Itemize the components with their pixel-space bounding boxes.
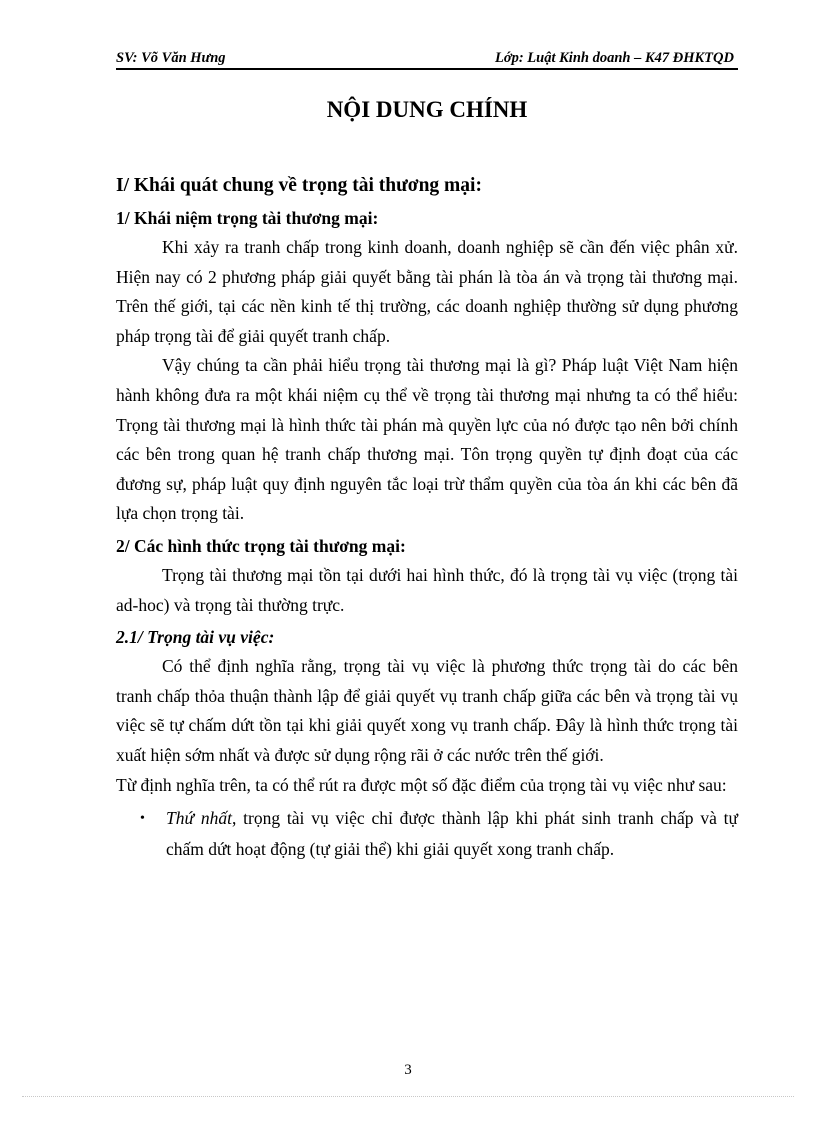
paragraph-2-1-2: Từ định nghĩa trên, ta có thể rút ra được một số đặc điểm của trọng tài vụ việc như sau: bbox=[116, 774, 727, 795]
bullet-list bbox=[116, 803, 738, 865]
header-student-name: SV: Võ Văn Hưng bbox=[116, 50, 226, 66]
page-number: 3 bbox=[404, 1062, 412, 1078]
paragraph-2-1-1: Có thể định nghĩa rằng, trọng tài vụ việc là phương thức trọng tài do các bên tranh chấp thỏa thuận thành lập để giải quyết vụ tranh chấp giữa các bên và trọng tài vụ việc sẽ tự chấm dứt tồn tại khi giải quyết xong vụ tranh chấp. Đây là hình thức trọng tài xuất hiện sớm nhất và được sử dụng rộng rãi ở các nước trên thế giới. bbox=[116, 656, 738, 765]
subsection-2-1-heading: 2.1/ Trọng tài vụ việc: bbox=[116, 627, 275, 648]
bullet-lead-text: Thứ nhất bbox=[166, 808, 232, 829]
paragraph-2-1: Trọng tài thương mại tồn tại dưới hai hình thức, đó là trọng tài vụ việc (trọng tài ad-hoc) và trọng tài thường trực. bbox=[116, 564, 738, 615]
bullet-icon: • bbox=[140, 811, 145, 827]
section-1-heading: I/ Khái quát chung về trọng tài thương mại: bbox=[116, 175, 482, 196]
paragraph-1-1: Khi xảy ra tranh chấp trong kinh doanh, doanh nghiệp sẽ cần đến việc phân xử. Hiện nay có 2 phương pháp giải quyết bằng tài phán là tòa án và trọng tài thương mại. Trên thế giới, tại các nền kinh tế thị trường, các doanh nghiệp thường sử dụng phương pháp trọng tài để giải quyết tranh chấp. bbox=[116, 237, 738, 346]
header-class-name: Lớp: Luật Kinh doanh – K47 ĐHKTQD bbox=[494, 50, 734, 66]
subsection-1-heading: 1/ Khái niệm trọng tài thương mại: bbox=[116, 208, 379, 228]
bullet-body-text: , trọng tài vụ việc chỉ được thành lập khi phát sinh tranh chấp và tự chấm dứt hoạt động (tự giải thể) khi giải quyết xong tranh chấp. bbox=[166, 808, 738, 860]
page-bottom-divider bbox=[22, 1096, 794, 1097]
main-content bbox=[116, 172, 738, 865]
list-item bbox=[116, 803, 738, 865]
page-header bbox=[116, 50, 738, 70]
paragraph-1-2: Vậy chúng ta cần phải hiểu trọng tài thương mại là gì? Pháp luật Việt Nam hiện hành không đưa ra một khái niệm cụ thể về trọng tài thương mại nhưng ta có thể hiểu: Trọng tài thương mại là hình thức tài phán mà quyền lực của nó được tạo nên bởi chính các bên trong quan hệ tranh chấp thương mại. Tôn trọng quyền tự định đoạt của các đương sự, pháp luật quy định nguyên tắc loại trừ thẩm quyền của tòa án khi các bên đã lựa chọn trọng tài. bbox=[116, 355, 738, 524]
subsection-2-heading: 2/ Các hình thức trọng tài thương mại: bbox=[116, 535, 406, 556]
page-title: NỘI DUNG CHÍNH bbox=[326, 97, 528, 122]
